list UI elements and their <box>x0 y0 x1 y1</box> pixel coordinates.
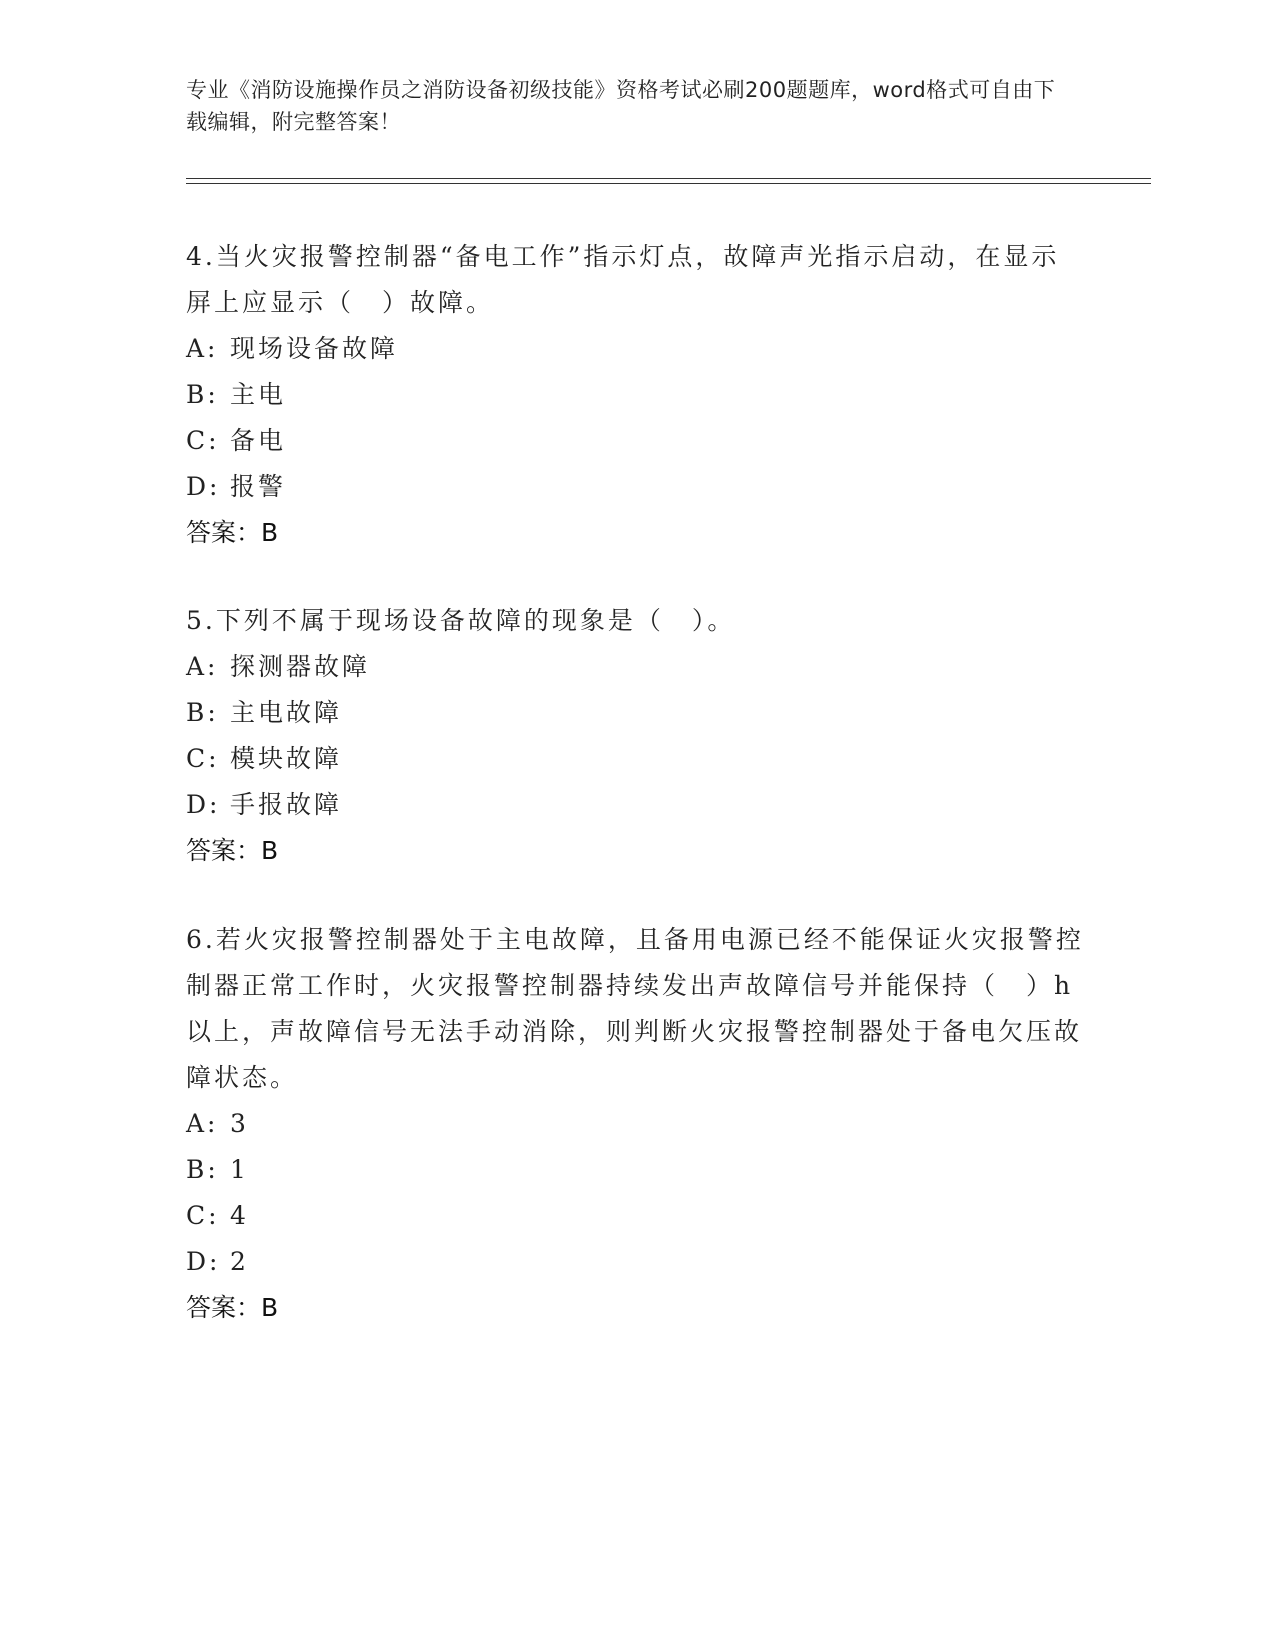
option-d <box>186 782 1086 828</box>
option-text: 手报故障 <box>230 790 343 819</box>
document-header <box>186 74 1066 138</box>
option-text: 2 <box>230 1247 249 1276</box>
option-text: 报警 <box>230 472 287 501</box>
option-b <box>186 1147 1086 1193</box>
header-divider-bottom <box>186 183 1151 184</box>
question-5 <box>186 598 1086 874</box>
option-text: 备电 <box>230 426 287 455</box>
header-divider-top <box>186 178 1151 179</box>
option-key: A: <box>186 334 219 363</box>
question-stem: 5.下列不属于现场设备故障的现象是（ ）。 <box>186 606 736 635</box>
option-text: 3 <box>230 1109 249 1138</box>
option-key: C: <box>186 1201 220 1230</box>
option-a <box>186 1101 1086 1147</box>
option-c <box>186 418 1086 464</box>
option-key: D: <box>186 790 221 819</box>
option-text: 现场设备故障 <box>230 334 399 363</box>
option-c <box>186 1193 1086 1239</box>
answer-line: 答案：B <box>186 1293 279 1322</box>
option-text: 模块故障 <box>230 744 343 773</box>
option-key: A: <box>186 1109 219 1138</box>
option-text: 主电 <box>230 380 287 409</box>
question-stem: 4.当火灾报警控制器“备电工作”指示灯点，故障声光指示启动，在显示屏上应显示（ ）故障。 <box>186 242 1060 317</box>
option-a <box>186 326 1086 372</box>
option-key: B: <box>186 698 219 727</box>
option-text: 4 <box>230 1201 249 1230</box>
option-key: C: <box>186 744 220 773</box>
option-key: D: <box>186 1247 221 1276</box>
option-key: B: <box>186 380 219 409</box>
option-b <box>186 372 1086 418</box>
option-text: 1 <box>230 1155 249 1184</box>
option-key: B: <box>186 1155 219 1184</box>
option-b <box>186 690 1086 736</box>
option-key: A: <box>186 652 219 681</box>
document-title: 专业《消防设施操作员之消防设备初级技能》资格考试必刷200题题库，word格式可自由下载编辑，附完整答案！ <box>186 78 1056 134</box>
question-6 <box>186 917 1086 1331</box>
question-4 <box>186 234 1086 556</box>
option-key: C: <box>186 426 220 455</box>
question-stem: 6.若火灾报警控制器处于主电故障，且备用电源已经不能保证火灾报警控制器正常工作时，火灾报警控制器持续发出声故障信号并能保持（ ）h以上，声故障信号无法手动消除，则判断火灾报警控制器处于备电欠压故障状态。 <box>186 925 1084 1092</box>
answer-line: 答案：B <box>186 518 279 547</box>
option-key: D: <box>186 472 221 501</box>
answer-line: 答案：B <box>186 836 279 865</box>
option-c <box>186 736 1086 782</box>
option-a <box>186 644 1086 690</box>
option-text: 探测器故障 <box>230 652 371 681</box>
option-text: 主电故障 <box>230 698 343 727</box>
option-d <box>186 1239 1086 1285</box>
option-d <box>186 464 1086 510</box>
